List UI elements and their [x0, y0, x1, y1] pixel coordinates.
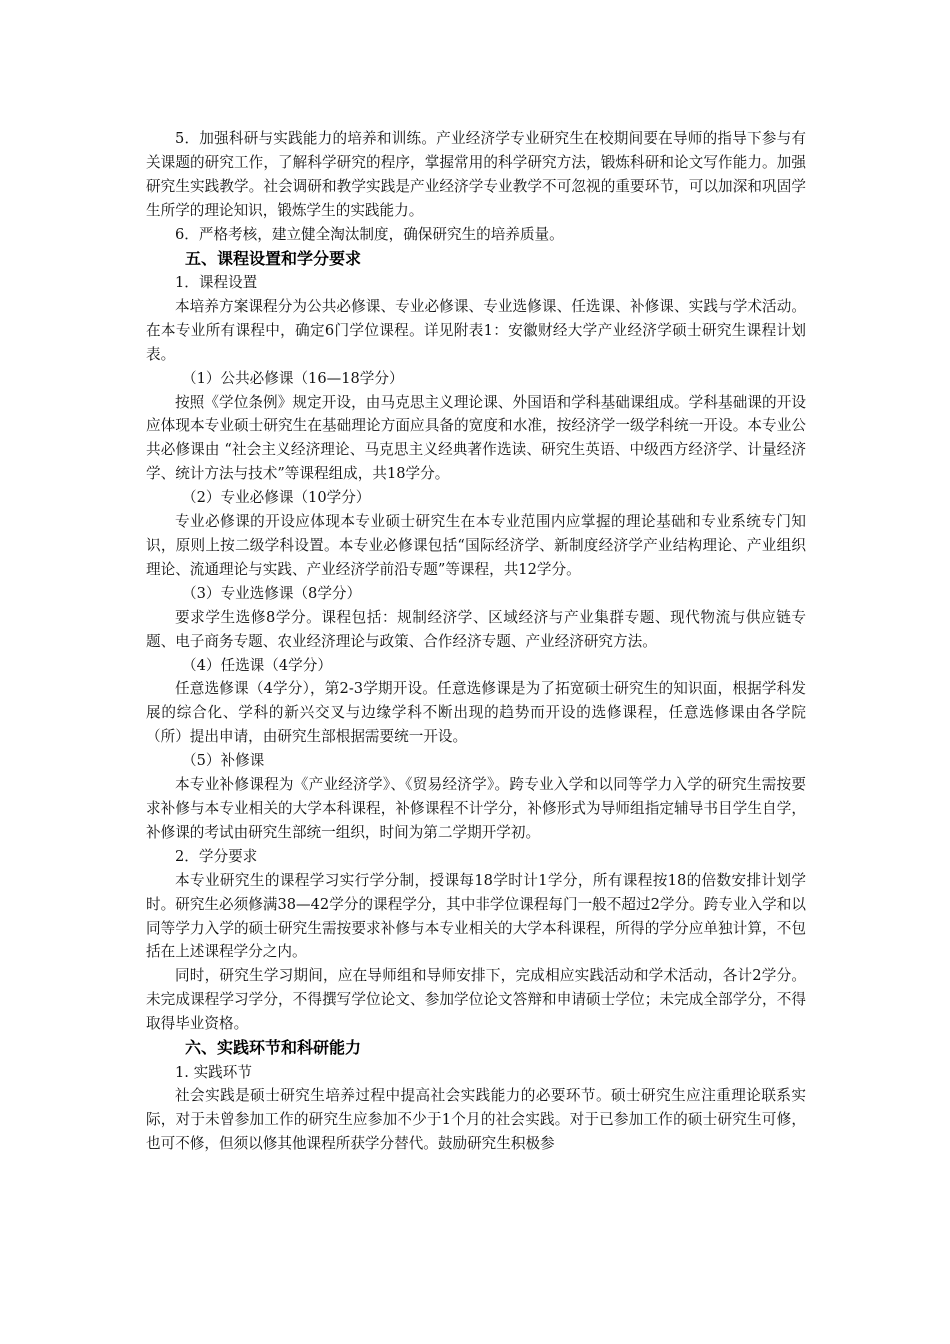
paragraph-optional-course: 任意选修课（4学分），第2-3学期开设。任意选修课是为了拓宽硕士研究生的知识面，根据学科发展的综合化、学科的新兴交叉与边缘学科不断出现的趋势而开设的选修课程，任意选修课由各学院（所）提出申请，由研究生部根据需要统一开设。	[146, 680, 806, 746]
document-page	[146, 127, 806, 1156]
paragraph-credit-system: 本专业研究生的课程学习实行学分制，授课每18学时计1学分，所有课程按18的倍数安排计划学时。研究生必须修满38—42学分的课程学分，其中非学位课程每门一般不超过2学分。跨专业入学和以同等学力入学的硕士研究生需按要求补修与本专业相关的大学本科课程，所得的学分应单独计算，不包括在上述课程学分之内。	[146, 871, 806, 961]
paragraph-major-elective: 要求学生选修8学分。课程包括：规制经济学、区域经济与产业集群专题、现代物流与供应链专题、电子商务专题、农业经济理论与政策、合作经济专题、产业经济研究方法。	[146, 608, 806, 650]
subheading-practice: 1. 实践环节	[175, 1063, 252, 1081]
paragraph-supplementary-course: 本专业补修课程为《产业经济学》、《贸易经济学》。跨专业入学和以同等学力入学的研究生需按要求补修与本专业相关的大学本科课程，补修课程不计学分，补修形式为导师组指定辅导书目学生自学，补修课的考试由研究生部统一组织，时间为第二学期开学初。	[146, 776, 806, 841]
paragraph-item-5: 5．加强科研与实践能力的培养和训练。产业经济学专业研究生在校期间要在导师的指导下参与有关课题的研究工作，了解科学研究的程序，掌握常用的科学研究方法，锻炼科研和论文写作能力。加强研究生实践教学。社会调研和教学实践是产业经济学专业教学不可忽视的重要环节，可以加深和巩固学生所学的理论知识，锻炼学生的实践能力。	[146, 130, 806, 219]
item-optional-course: （4）任选课（4学分）	[182, 656, 332, 674]
item-major-elective: （3）专业选修课（8学分）	[182, 584, 362, 602]
item-supplementary-course: （5）补修课	[182, 752, 265, 770]
subheading-credit-requirements: 2．学分要求	[175, 847, 258, 865]
item-public-required: （1）公共必修课（16—18学分）	[182, 369, 404, 387]
paragraph-course-overview: 本培养方案课程分为公共必修课、专业必修课、专业选修课、任选课、补修课、实践与学术活动。在本专业所有课程中，确定6门学位课程。详见附表1：安徽财经大学产业经济学硕士研究生课程计划表。	[146, 297, 806, 363]
paragraph-item-6: 6．严格考核，建立健全淘汰制度，确保研究生的培养质量。	[175, 225, 564, 243]
section-heading-6: 六、实践环节和科研能力	[185, 1038, 362, 1058]
paragraph-social-practice: 社会实践是硕士研究生培养过程中提高社会实践能力的必要环节。硕士研究生应注重理论联系实际，对于未曾参加工作的研究生应参加不少于1个月的社会实践。对于已参加工作的硕士研究生可修，也可不修，但须以修其他课程所获学分替代。鼓励研究生积极参	[146, 1087, 806, 1153]
section-heading-5: 五、课程设置和学分要求	[185, 248, 362, 268]
paragraph-public-required: 按照《学位条例》规定开设，由马克思主义理论课、外国语和学科基础课组成。学科基础课的开设应体现本专业硕士研究生在基础理论方面应具备的宽度和水准，按经济学一级学科统一开设。本专业公共必修课由 “社会主义经济理论、马克思主义经典著作选读、研究生英语、中级西方经济学、计量经济学、统计方法与技术”等课程组成，共18学分。	[146, 393, 806, 483]
paragraph-practice-credits: 同时，研究生学习期间，应在导师组和导师安排下，完成相应实践活动和学术活动，各计2学分。未完成课程学习学分，不得撰写学位论文、参加学位论文答辩和申请硕士学位；未完成全部学分，不得取得毕业资格。	[146, 967, 806, 1033]
paragraph-major-required: 专业必修课的开设应体现本专业硕士研究生在本专业范围内应掌握的理论基础和专业系统专门知识，原则上按二级学科设置。本专业必修课包括“国际经济学、新制度经济学产业结构理论、产业组织理论、流通理论与实践、产业经济学前沿专题”等课程，共12学分。	[146, 513, 806, 578]
item-major-required: （2）专业必修课（10学分）	[182, 489, 371, 507]
subheading-course-setup: 1．课程设置	[175, 274, 258, 292]
